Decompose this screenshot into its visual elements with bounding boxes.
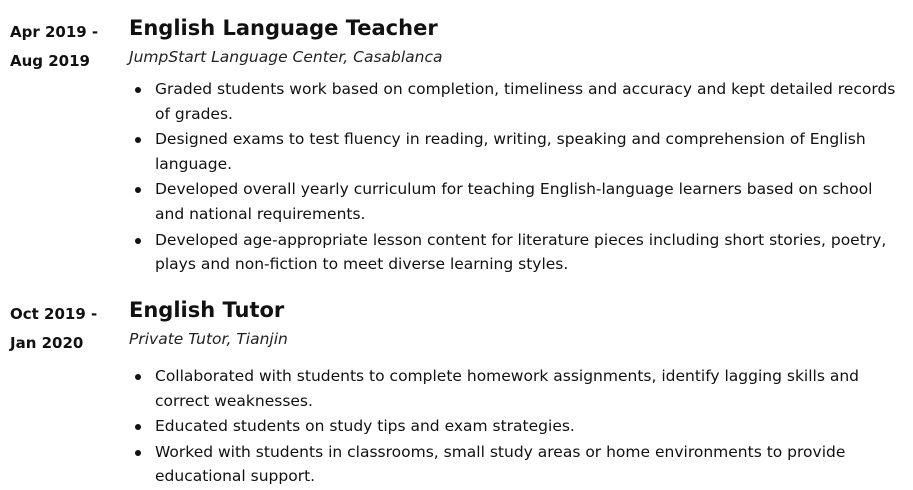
bullet-dot-icon: [135, 137, 141, 143]
company-location: JumpStart Language Center, Casablanca: [129, 48, 443, 66]
bullet-list: [129, 77, 904, 277]
date-range: [10, 18, 120, 76]
bullet-text: Developed age-appropriate lesson content for literature pieces including short stories, poetry, plays and non-fiction to meet diverse learning styles.: [155, 230, 887, 274]
bullet-list: [129, 364, 904, 489]
bullet-item: [129, 177, 904, 226]
bullet-dot-icon: [135, 187, 141, 193]
bullet-text: Graded students work based on completion, timeliness and accuracy and kept detailed records of grades.: [155, 80, 896, 123]
date-start: Apr 2019 -: [10, 23, 99, 41]
bullet-item: [129, 440, 904, 489]
company-location: Private Tutor, Tianjin: [129, 330, 288, 348]
bullet-dot-icon: [135, 374, 141, 380]
job-title: English Tutor: [129, 298, 285, 322]
date-range: [10, 300, 120, 358]
bullet-item: [129, 228, 904, 277]
bullet-dot-icon: [135, 87, 141, 93]
bullet-text: Collaborated with students to complete homework assignments, identify lagging skills and correct weaknesses.: [155, 367, 860, 410]
bullet-dot-icon: [135, 450, 141, 456]
bullet-dot-icon: [135, 424, 141, 430]
bullet-text: Developed overall yearly curriculum for teaching English-language learners based on school and national requirements.: [155, 180, 873, 223]
bullet-dot-icon: [135, 238, 141, 244]
bullet-text: Educated students on study tips and exam strategies.: [155, 417, 575, 436]
entry-content: [129, 296, 904, 490]
bullet-item: [129, 127, 904, 176]
bullet-item: [129, 77, 904, 126]
date-end: Jan 2020: [10, 334, 84, 352]
date-start: Oct 2019 -: [10, 305, 98, 323]
job-title: English Language Teacher: [129, 16, 438, 40]
date-end: Aug 2019: [10, 52, 90, 70]
bullet-item: [129, 414, 904, 439]
bullet-item: [129, 364, 904, 413]
bullet-text: Worked with students in classrooms, small study areas or home environments to provide educational support.: [155, 442, 846, 486]
bullet-text: Designed exams to test fluency in reading, writing, speaking and comprehension of English language.: [155, 130, 866, 173]
entry-content: [129, 14, 904, 278]
